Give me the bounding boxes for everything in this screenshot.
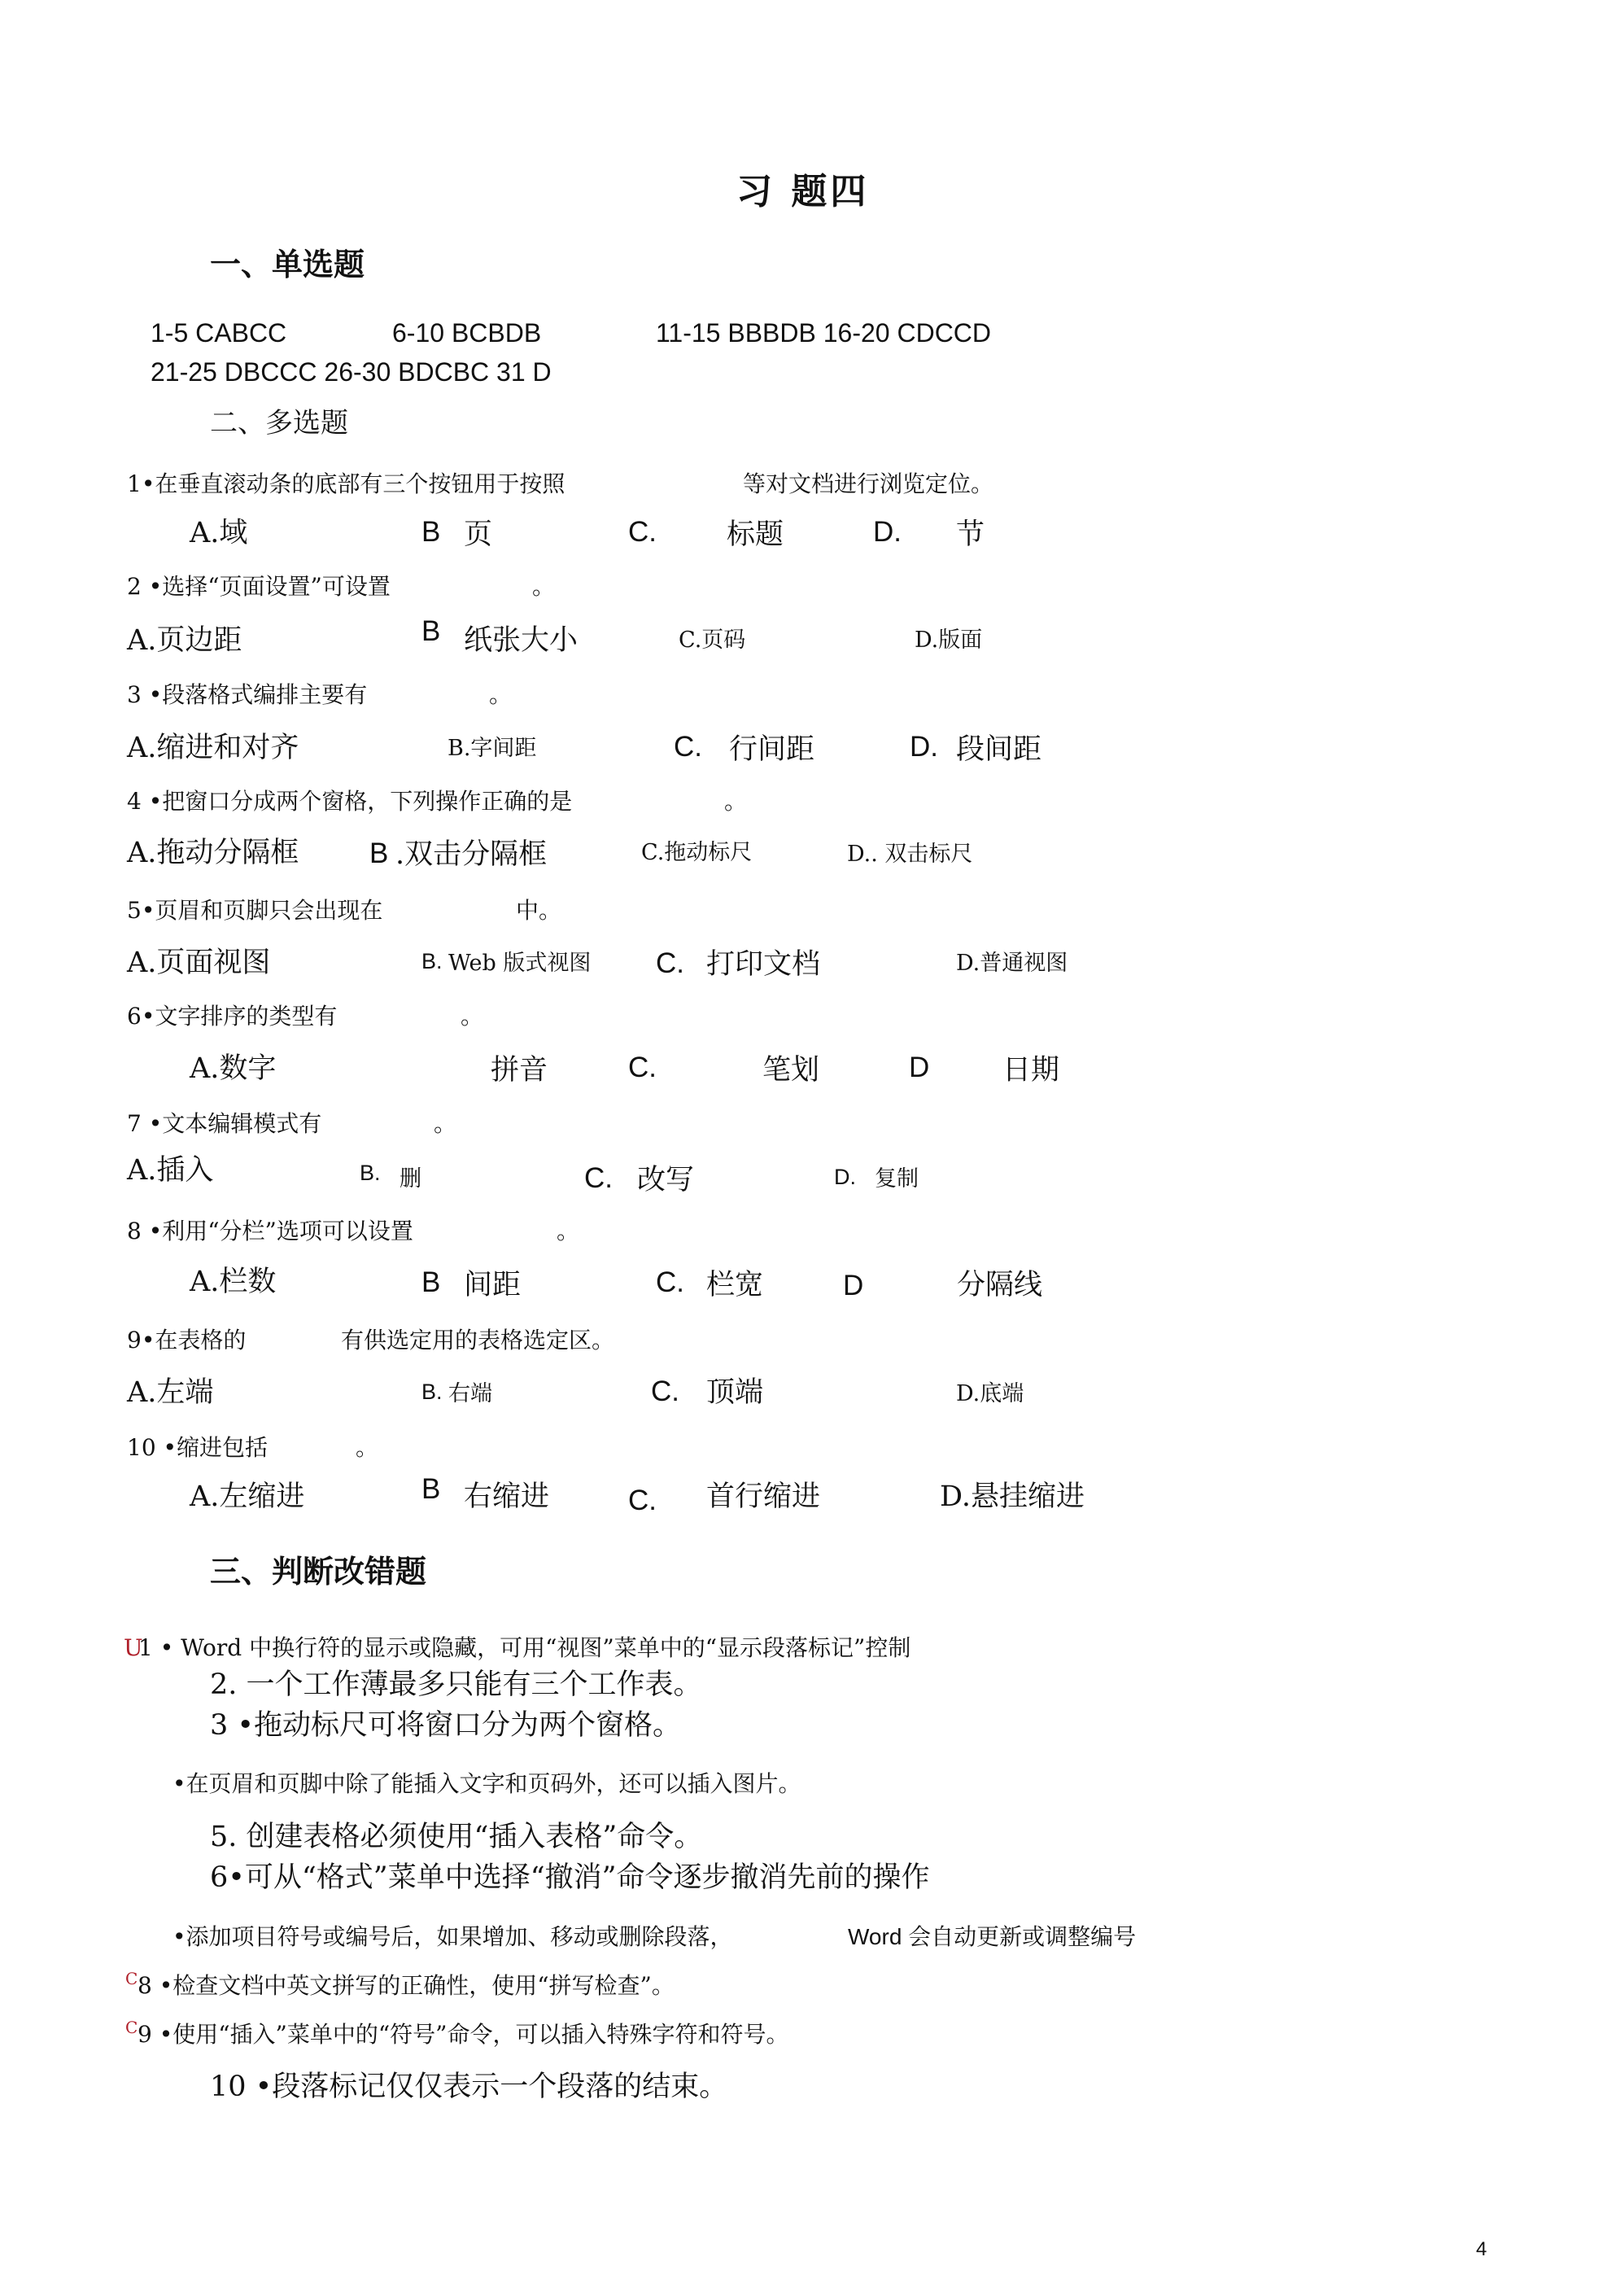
q10-option-d: D.悬挂缩进 <box>940 1480 1085 1513</box>
q5-option-d: D.普通视图 <box>956 951 1068 976</box>
q6-option-d-text: 日期 <box>1002 1054 1060 1087</box>
question-2-tail: 。 <box>532 573 556 600</box>
q5-option-a: A.页面视图 <box>127 947 271 979</box>
answer-line-2: 21-25 DBCCC 26-30 BDCBC 31 D <box>151 357 552 387</box>
q7-option-b-text: 删 <box>400 1166 421 1192</box>
answer-group-3: 11-15 BBBDB 16-20 CDCCD <box>656 318 992 348</box>
answer-group-1: 1-5 CABCC <box>151 318 287 348</box>
q5-option-c-letter: C. <box>656 947 684 979</box>
q1-option-c-letter: C. <box>628 516 657 548</box>
q8-option-d-text: 分隔线 <box>957 1269 1043 1301</box>
question-10-stem: 10 •缩进包括 <box>127 1434 269 1461</box>
tf-item-8: 8 •检查文档中英文拼写的正确性，使用“拼写检查”。 <box>138 1972 675 1999</box>
q8-option-b-letter: B <box>421 1266 441 1298</box>
q8-option-a: A.栏数 <box>190 1266 277 1298</box>
q7-option-a: A.插入 <box>127 1154 214 1187</box>
q7-option-d-text: 复制 <box>875 1166 919 1192</box>
question-6-stem: 6•文字排序的类型有 <box>127 1003 338 1030</box>
q10-option-a: A.左缩进 <box>190 1480 305 1513</box>
tf-item-1: 1 • Word 中换行符的显示或隐藏，可用“视图”菜单中的“显示段落标记”控制 <box>138 1634 911 1661</box>
tf-item-7-tail: Word 会自动更新或调整编号 <box>848 1924 1137 1949</box>
tf-item-6: 6•可从“格式”菜单中选择“撤消”命令逐步撤消先前的操作 <box>210 1861 930 1894</box>
question-5-stem: 5•页眉和页脚只会出现在 <box>127 897 383 924</box>
q7-option-b-letter: B. <box>360 1161 381 1185</box>
q1-option-d-text: 节 <box>956 518 985 551</box>
q4-option-b-letter: B <box>369 837 389 869</box>
q10-option-c-text: 首行缩进 <box>706 1480 821 1513</box>
q4-option-b-text: .双击分隔框 <box>395 838 548 871</box>
q9-option-b-text: 右端 <box>448 1381 492 1406</box>
q9-option-a: A.左端 <box>127 1376 214 1409</box>
question-8-stem: 8 •利用“分栏”选项可以设置 <box>127 1218 413 1244</box>
q3-option-c-letter: C. <box>674 731 702 763</box>
q1-option-b-text: 页 <box>464 518 493 551</box>
q7-option-c-letter: C. <box>584 1162 613 1194</box>
q4-option-a: A.拖动分隔框 <box>127 837 299 869</box>
q2-option-b-text: 纸张大小 <box>464 624 579 657</box>
answer-group-2: 6-10 BCBDB <box>392 318 542 348</box>
q4-option-c: C.拖动标尺 <box>641 840 753 865</box>
q8-option-c-letter: C. <box>656 1266 684 1298</box>
q1-option-b-letter: B <box>421 516 441 548</box>
q10-option-b-letter: B <box>421 1473 441 1505</box>
q2-option-b-letter: B <box>421 615 441 647</box>
page-title: 习 题四 <box>736 171 870 212</box>
section-heading-true-false: 三、判断改错题 <box>210 1553 427 1590</box>
q3-option-d-letter: D. <box>910 731 938 763</box>
q6-option-d-letter: D <box>909 1052 930 1083</box>
question-9-tail: 有供选定用的表格选定区。 <box>341 1327 615 1354</box>
question-1-tail: 等对文档进行浏览定位。 <box>743 470 994 497</box>
q9-option-b-letter: B. <box>421 1380 443 1404</box>
question-9-stem: 9•在表格的 <box>127 1327 247 1354</box>
q10-option-c-letter: C. <box>628 1485 657 1516</box>
q6-option-c-letter: C. <box>628 1052 657 1083</box>
q7-option-c-text: 改写 <box>637 1164 695 1196</box>
question-7-stem: 7 •文本编辑模式有 <box>127 1110 322 1137</box>
q2-option-a: A.页边距 <box>127 624 242 657</box>
q9-option-d: D.底端 <box>956 1381 1024 1406</box>
question-3-tail: 。 <box>489 681 513 708</box>
page-number: 4 <box>1476 2238 1487 2260</box>
question-4-stem: 4 •把窗口分成两个窗格，下列操作正确的是 <box>127 788 573 815</box>
q6-option-b-text: 拼音 <box>491 1054 548 1087</box>
q1-option-c-text: 标题 <box>727 518 784 551</box>
q2-option-d: D.版面 <box>915 628 983 653</box>
tf-item-9: 9 •使用“插入”菜单中的“符号”命令，可以插入特殊字符和符号。 <box>138 2021 789 2048</box>
q5-option-b-letter: B. <box>421 949 443 973</box>
q3-option-b: B.字间距 <box>448 736 537 761</box>
q8-option-c-text: 栏宽 <box>706 1269 764 1301</box>
question-8-tail: 。 <box>557 1218 580 1244</box>
q9-option-c-text: 顶端 <box>706 1376 764 1409</box>
q8-option-d-letter: D <box>843 1270 864 1301</box>
q5-option-c-text: 打印文档 <box>706 948 821 981</box>
q1-option-a: A.域 <box>190 517 248 549</box>
tf-9-mark: C <box>125 2018 138 2037</box>
q10-option-b-text: 右缩进 <box>464 1480 550 1513</box>
question-4-tail: 。 <box>724 788 748 815</box>
q7-option-d-letter: D. <box>834 1165 856 1189</box>
tf-item-7: •添加项目符号或编号后，如果增加、移动或删除段落， <box>172 1923 733 1950</box>
tf-1-mark: U <box>124 1634 143 1661</box>
tf-item-4: •在页眉和页脚中除了能插入文字和页码外，还可以插入图片。 <box>172 1770 801 1797</box>
q6-option-c-text: 笔划 <box>762 1054 820 1087</box>
q6-option-a: A.数字 <box>190 1052 277 1085</box>
section-heading-single-choice: 一、单选题 <box>210 246 365 282</box>
q4-option-d: D.. 双击标尺 <box>847 842 973 867</box>
q2-option-c: C.页码 <box>679 628 746 653</box>
section-heading-multi-choice: 二、多选题 <box>210 407 348 440</box>
q3-option-d-text: 段间距 <box>956 733 1042 766</box>
question-7-tail: 。 <box>434 1110 457 1137</box>
question-2-stem: 2 •选择“页面设置”可设置 <box>127 573 391 600</box>
tf-item-10: 10 •段落标记仅仅表示一个段落的结束。 <box>210 2071 728 2103</box>
q3-option-a: A.缩进和对齐 <box>127 732 299 764</box>
q8-option-b-text: 间距 <box>464 1269 522 1301</box>
question-6-tail: 。 <box>461 1003 484 1030</box>
tf-item-5: 5. 创建表格必须使用“插入表格”命令。 <box>210 1821 703 1853</box>
q1-option-d-letter: D. <box>873 516 902 548</box>
question-10-tail: 。 <box>356 1434 379 1461</box>
q9-option-c-letter: C. <box>651 1375 679 1407</box>
q3-option-c-text: 行间距 <box>729 733 815 766</box>
tf-item-3: 3 •拖动标尺可将窗口分为两个窗格。 <box>210 1709 682 1742</box>
tf-8-mark: C <box>125 1969 138 1988</box>
tf-item-2: 2. 一个工作薄最多只能有三个工作表。 <box>210 1668 702 1701</box>
question-5-tail: 中。 <box>516 897 562 924</box>
question-3-stem: 3 •段落格式编排主要有 <box>127 681 368 708</box>
question-1-stem: 1•在垂直滚动条的底部有三个按钮用于按照 <box>127 470 565 497</box>
q5-option-b-text: Web 版式视图 <box>448 951 592 976</box>
